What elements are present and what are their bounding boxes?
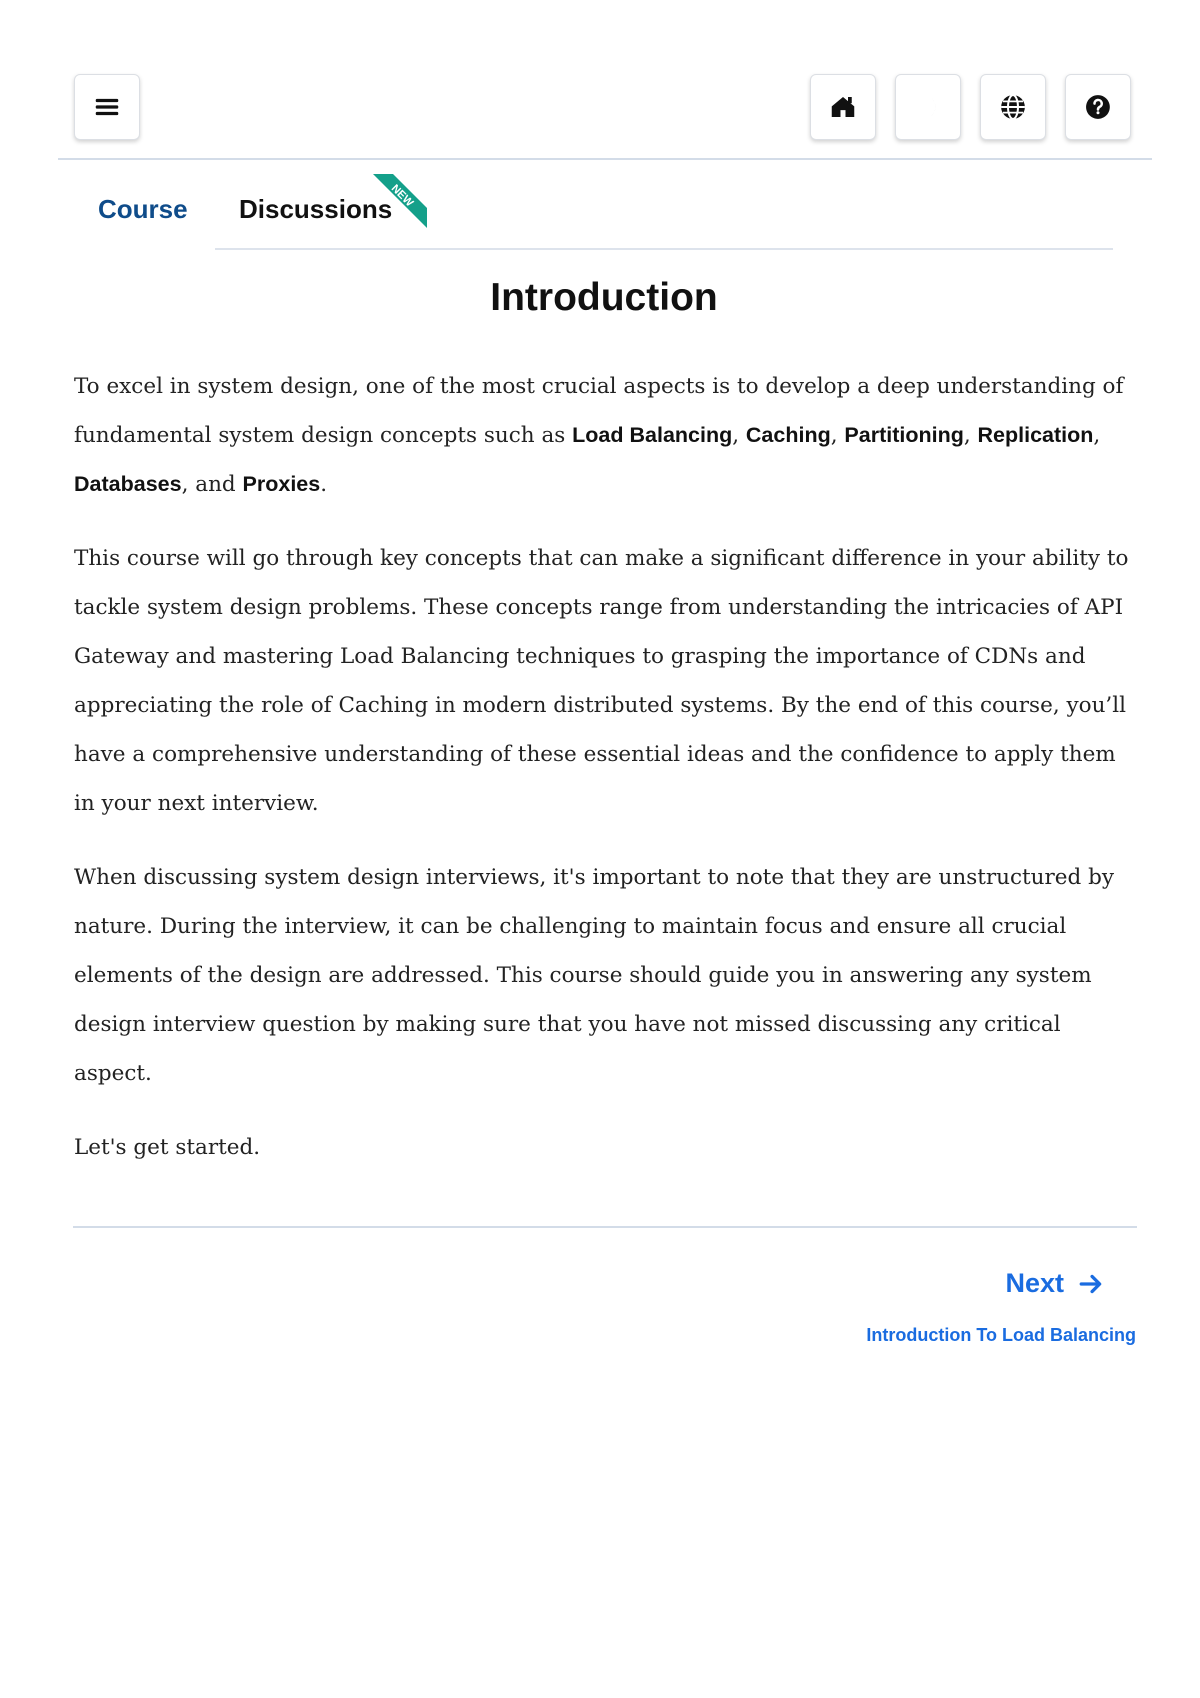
tab-bar <box>73 170 1113 250</box>
new-badge <box>367 174 427 234</box>
globe-icon <box>998 92 1028 122</box>
separator: , <box>963 423 978 448</box>
hamburger-icon <box>92 92 122 122</box>
home-icon <box>828 92 858 122</box>
next-link[interactable] <box>866 1268 1136 1299</box>
tab-divider <box>73 248 1113 250</box>
term-partitioning: Partitioning <box>844 423 964 447</box>
lesson-content <box>74 270 1134 1197</box>
separator: , <box>732 423 746 448</box>
course-overview-paragraph: This course will go through key concepts that can make a significant difference in your ability to tackle system design problems. These concepts range from understanding the intricacies of API Gateway and mastering Load Balancing techniques to grasping the importance of CDNs and appreciating the role of Caching in modern distributed systems. By the end of this course, you’ll have a comprehensive understanding of these essential ideas and the confidence to apply them in your next interview. <box>74 546 1129 816</box>
next-label[interactable]: Next <box>1005 1268 1064 1298</box>
interview-paragraph: When discussing system design interviews, it's important to note that they are unstructured by nature. During the interview, it can be challenging to maintain focus and ensure all crucial elements of the design are addressed. This course should guide you in answering any system design interview question by making sure that you have not missed discussing any critical aspect. <box>74 865 1115 1086</box>
tab-active-indicator <box>73 247 215 250</box>
new-badge-label: NEW <box>388 182 416 210</box>
closing-paragraph: Let's get started. <box>74 1135 261 1160</box>
period: . <box>320 472 328 497</box>
arrow-right-icon[interactable] <box>1078 1271 1104 1297</box>
term-caching: Caching <box>745 423 831 447</box>
separator: , <box>1093 423 1101 448</box>
moon-icon <box>913 92 943 122</box>
separator: , and <box>181 472 243 497</box>
term-databases: Databases <box>74 472 182 496</box>
separator: , <box>830 423 845 448</box>
header-divider <box>58 158 1152 160</box>
theme-toggle-button[interactable] <box>895 74 961 140</box>
tab-course[interactable]: Course <box>98 194 188 224</box>
intro-paragraph <box>74 362 1134 509</box>
help-button[interactable] <box>1065 74 1131 140</box>
tab-discussions[interactable]: Discussions <box>239 194 393 224</box>
page-title: Introduction <box>490 276 718 319</box>
next-lesson-nav[interactable] <box>866 1268 1136 1346</box>
term-replication: Replication <box>977 423 1094 447</box>
menu-button[interactable] <box>74 74 140 140</box>
help-icon <box>1083 92 1113 122</box>
next-lesson-title[interactable]: Introduction To Load Balancing <box>866 1325 1136 1345</box>
top-toolbar <box>0 0 1200 160</box>
language-button[interactable] <box>980 74 1046 140</box>
term-proxies: Proxies <box>242 472 321 496</box>
content-divider <box>73 1226 1137 1228</box>
home-button[interactable] <box>810 74 876 140</box>
term-load-balancing: Load Balancing <box>572 423 733 447</box>
intro-text: To excel in system design, one of the most crucial aspects is to develop a deep understanding of fundamental system design concepts such as <box>74 374 1124 448</box>
